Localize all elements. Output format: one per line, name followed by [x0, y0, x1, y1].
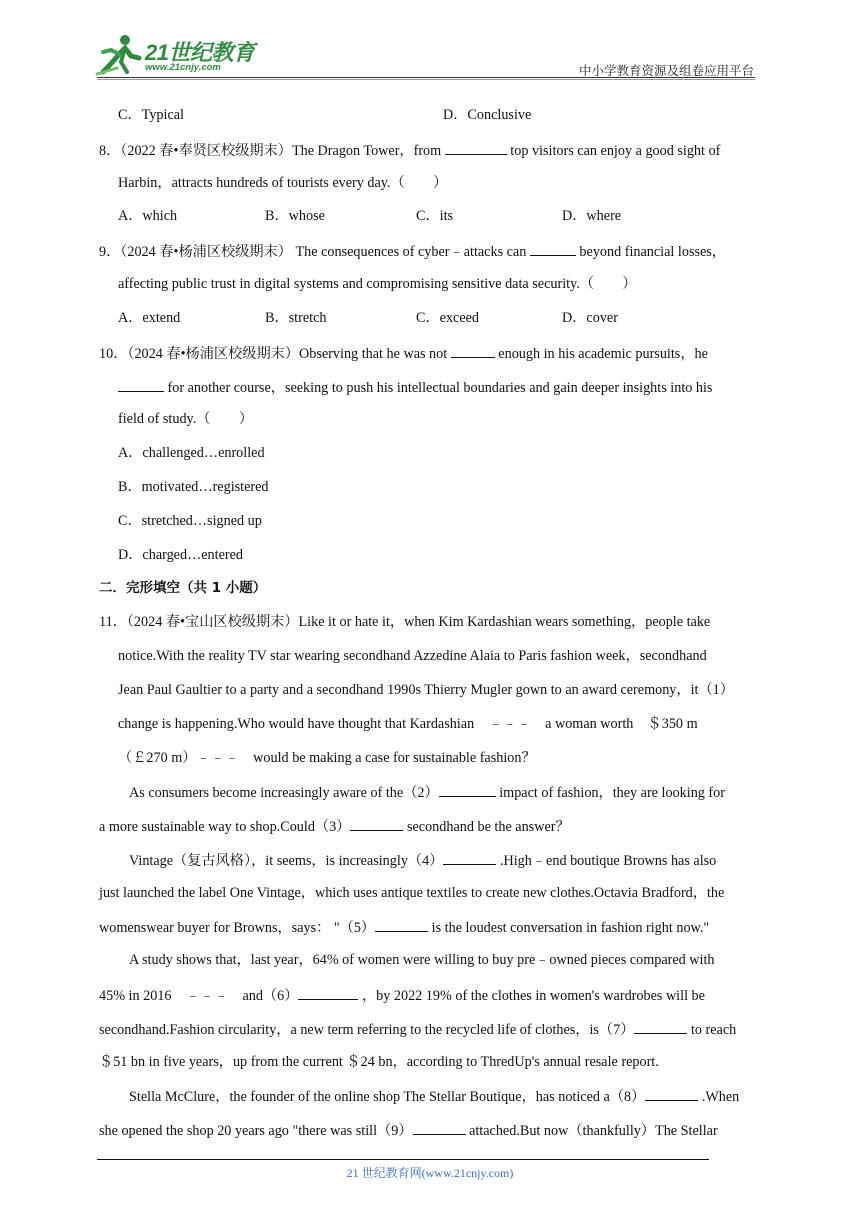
- text-line: [562, 207, 621, 225]
- text-run: D．where: [562, 208, 622, 224]
- text-line: [99, 343, 708, 363]
- text-line: [118, 512, 262, 530]
- text-line: [118, 715, 698, 733]
- footer-link[interactable]: 21 世纪教育网(www.21cnjy.com): [346, 1166, 514, 1180]
- text-line: [562, 309, 618, 327]
- text-run: attached.But now（thankfully）The Stellar: [465, 1123, 718, 1139]
- text-run: for another course，seeking to push his intellectual boundaries and gain deeper insights into his: [164, 380, 713, 396]
- answer-blank: [530, 241, 576, 256]
- text-run: impact of fashion，they are looking for: [495, 785, 725, 801]
- answer-blank: [445, 140, 507, 155]
- text-line: [99, 816, 570, 836]
- text-run: is the loudest conversation in fashion right now.": [428, 920, 710, 936]
- text-run: Stella McClure，the founder of the online shop The Stellar Boutique，has noticed a（8）: [129, 1089, 646, 1105]
- text-run: D．Conclusive: [443, 107, 532, 123]
- text-run: B．whose: [265, 208, 325, 224]
- text-run: A．extend: [118, 310, 181, 326]
- text-run: 9．（2024 春•杨浦区校级期末） The consequences of cyber﹣attacks can: [99, 244, 530, 260]
- text-line: [443, 106, 531, 124]
- text-line: [129, 951, 715, 969]
- text-run: C．Typical: [118, 107, 184, 123]
- text-line: [99, 241, 726, 261]
- text-run: 10．（2024 春•杨浦区校级期末）Observing that he was not: [99, 346, 451, 362]
- text-line: [99, 917, 709, 937]
- text-line: [265, 309, 326, 327]
- text-line: [118, 377, 712, 397]
- answer-blank: [443, 850, 496, 865]
- text-line: [99, 1019, 736, 1039]
- answer-blank: [350, 816, 403, 831]
- text-line: [118, 275, 637, 293]
- text-run: a more sustainable way to shop.Could（3）: [99, 819, 351, 835]
- text-line: [118, 174, 447, 192]
- text-run: just launched the label One Vintage，which uses antique textiles to create new clothes.Octavia Bradford，the: [99, 885, 725, 901]
- answer-blank: [439, 782, 496, 797]
- text-run: secondhand.Fashion circularity，a new term referring to the recycled life of clothes，is（7）: [99, 1022, 635, 1038]
- text-line: [118, 749, 536, 767]
- text-line: [129, 782, 725, 802]
- text-run: 45% in 2016 ﹣﹣﹣ and（6）: [99, 988, 299, 1004]
- header-divider: [97, 77, 755, 78]
- text-run: D．charged…entered: [118, 547, 244, 563]
- text-run: notice.With the reality TV star wearing secondhand Azzedine Alaia to Paris fashion week，secondhand: [118, 648, 707, 664]
- text-line: [118, 207, 177, 225]
- text-line: [416, 309, 479, 327]
- text-line: [416, 207, 453, 225]
- text-run: .High﹣end boutique Browns has also: [496, 853, 717, 869]
- text-run: secondhand be the answer？: [403, 819, 570, 835]
- text-run: 二．完形填空（共 1 小题）: [99, 580, 267, 596]
- text-run: C．exceed: [416, 310, 480, 326]
- logo-text: 21世纪教育: [145, 40, 255, 65]
- text-line: [129, 850, 716, 870]
- text-line: [99, 884, 724, 902]
- text-line: [99, 985, 705, 1005]
- text-run: D．cover: [562, 310, 618, 326]
- answer-blank: [298, 985, 358, 1000]
- text-run: top visitors can enjoy a good sight of: [506, 143, 721, 159]
- answer-blank: [375, 917, 428, 932]
- text-run: 8．（2022 春•奉贤区校级期末）The Dragon Tower，from: [99, 143, 445, 159]
- text-line: [129, 1086, 739, 1106]
- header-divider-thin: [97, 79, 755, 80]
- text-run: B．stretch: [265, 310, 327, 326]
- text-line: [99, 1053, 659, 1071]
- text-run: beyond financial losses，: [575, 244, 726, 260]
- runner-logo-icon: [95, 32, 145, 76]
- footer-divider: [97, 1159, 709, 1160]
- text-run: B．motivated…registered: [118, 479, 269, 495]
- text-run: 11．（2024 春•宝山区校级期末）Like it or hate it，when Kim Kardashian wears something，people take: [99, 614, 711, 630]
- text-run: As consumers become increasingly aware of the（2）: [129, 785, 439, 801]
- text-run: change is happening.Who would have thought that Kardashian ﹣﹣﹣ a woman worth ＄350 m: [118, 716, 698, 732]
- site-logo[interactable]: [95, 32, 260, 78]
- text-line: [118, 444, 265, 462]
- text-line: [118, 478, 269, 496]
- text-run: she opened the shop 20 years ago "there was still（9）: [99, 1123, 413, 1139]
- text-run: womenswear buyer for Browns，says： "（5）: [99, 920, 376, 936]
- text-line: [265, 207, 325, 225]
- platform-name: 中小学教育资源及组卷应用平台: [578, 64, 754, 78]
- text-run: （￡270 m）﹣﹣﹣ would be making a case for sustainable fashion？: [118, 750, 536, 766]
- text-run: A．challenged…enrolled: [118, 445, 265, 461]
- text-run: Vintage（复古风格），it seems，is increasingly（4）: [129, 853, 444, 869]
- text-line: [99, 1120, 718, 1140]
- text-run: to reach: [687, 1022, 737, 1038]
- text-run: C．its: [416, 208, 454, 224]
- text-run: ＄51 bn in five years，up from the current ＄24 bn，according to ThredUp's annual resale report.: [99, 1054, 659, 1070]
- text-line: [118, 410, 253, 428]
- text-line: [99, 140, 720, 160]
- answer-blank: [645, 1086, 698, 1101]
- logo-url: www.21cnjy.com: [145, 62, 221, 73]
- answer-blank: [118, 377, 164, 392]
- text-run: enough in his academic pursuits，he: [494, 346, 708, 362]
- text-run: A．which: [118, 208, 178, 224]
- text-line: [118, 647, 707, 665]
- text-run: affecting public trust in digital systems and compromising sensitive data security.（ ）: [118, 276, 637, 292]
- text-line: [118, 681, 734, 699]
- text-line: [118, 106, 184, 124]
- text-run: field of study.（ ）: [118, 411, 254, 427]
- text-line: [118, 546, 243, 564]
- answer-blank: [634, 1019, 687, 1034]
- text-run: A study shows that，last year，64% of women were willing to buy pre﹣owned pieces compared with: [129, 952, 715, 968]
- answer-blank: [413, 1120, 466, 1135]
- answer-blank: [451, 343, 495, 358]
- text-run: C．stretched…signed up: [118, 513, 262, 529]
- section-heading: [99, 579, 266, 597]
- text-run: ，by 2022 19% of the clothes in women's wardrobes will be: [358, 988, 705, 1004]
- text-line: [118, 309, 180, 327]
- text-run: Jean Paul Gaultier to a party and a secondhand 1990s Thierry Mugler gown to an award ceremony，it（1）: [118, 682, 734, 698]
- text-line: [99, 613, 710, 631]
- text-run: .When: [698, 1089, 740, 1105]
- text-run: Harbin，attracts hundreds of tourists every day.（ ）: [118, 175, 448, 191]
